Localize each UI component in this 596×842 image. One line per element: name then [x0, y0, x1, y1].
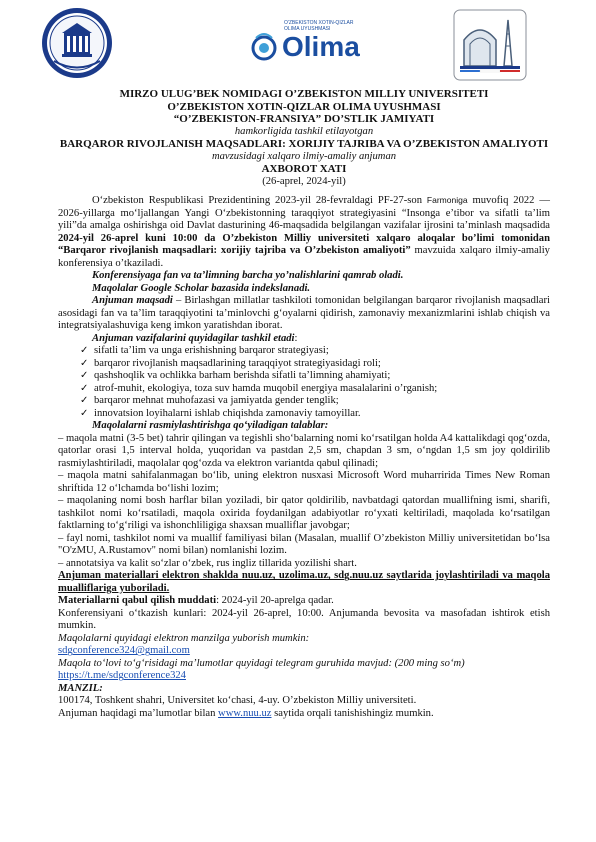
conference-subtitle: mavzusidagi xalqaro ilmiy-amaliy anjuman	[211, 150, 397, 162]
email-line	[58, 645, 550, 658]
header-society: “O’ZBEKISTON-FRANSIYA” DO’STLIK JAMIYATI	[173, 113, 435, 126]
olima-logo	[246, 18, 366, 68]
note-scope: Konferensiyaga fan va ta’limning barcha yo’nalishlarini qamrab oladi.	[92, 270, 404, 282]
list-item: ✓ innovatsion loyihalarni ishlab chiqishda zamonaviy tamoyillar.	[80, 407, 361, 419]
list-item: ✓ atrof-muhit, ekologiya, toza suv hamda muqobil energiya masalalarini o’rganish;	[80, 382, 438, 394]
list-item: ✓ barqaror rivojlanish maqsadlarining taraqqiyot strategiyasidagi roli;	[80, 357, 381, 369]
deadline-line: Materiallarni qabul qilish muddati: 2024-yil 20-aprelga qadar.	[58, 595, 334, 607]
note-indexing: Maqolalar Google Scholar bazasida indekslanadi.	[92, 282, 311, 294]
footer-line: Anjuman haqidagi ma’lumotlar bilan www.nuu.uz saytida orqali tanishishingiz mumkin.	[58, 707, 434, 719]
checkmark-icon: ✓	[80, 357, 89, 369]
requirement-5: – annotatsiya va kalit so‘zlar o‘zbek, rus ingliz tillarida yozilishi shart.	[58, 557, 357, 569]
header-cooperation: hamkorligida tashkil etilayotgan	[234, 125, 374, 137]
requirement-3: – maqolaning nomi bosh harflar bilan yoziladi, bir qator qoldirilib, navbatdagi qatordan muallifning ismi, sharifi, tashkilot nomi ko‘rsatiladi, maqola oxirida foydanilgan adabiyotlar ro‘yxati keltiriladi, maqolada ko‘rsatilgan faktlarning to‘g‘riligi va ishonchliligiga shaxsan mualliflar javobgar;	[58, 495, 550, 532]
list-item: ✓ sifatli ta’lim va unga erishishning barqaror strategiyasi;	[80, 345, 329, 357]
telegram-line	[58, 670, 550, 683]
telegram-link[interactable]: https://t.me/sdgconference324	[58, 670, 186, 682]
information-letter	[58, 88, 550, 720]
list-item: ✓ barqaror mehnat muhofazasi va jamiyatda gender tenglik;	[80, 395, 339, 407]
placement-notice: Anjuman materiallari elektron shaklda nuu.uz, uzolima.uz, sdg.nuu.uz saytlarida joylashtiriladi va maqola mualliflariga yuboriladi.	[58, 570, 550, 594]
checkmark-icon: ✓	[80, 345, 89, 357]
requirement-2: – maqola matni sahifalanmagan bo‘lib, uning elektron nusxasi Microsoft Word muharririda Times New Roman shriftida 12 o‘lchamda bo‘lishi lozim;	[58, 470, 550, 494]
address-text: 100174, Toshkent shahri, Universitet ko‘chasi, 4-uy. O’zbekiston Milliy universiteti.	[58, 695, 417, 707]
olima-small-text: O'ZBEKISTON XOTIN-QIZLAR OLIMA UYUSHMASI	[284, 20, 354, 32]
checkmark-icon: ✓	[80, 382, 89, 394]
email-link[interactable]: sdgconference324@gmail.com	[58, 645, 190, 657]
tasks-list	[58, 345, 550, 420]
checkmark-icon: ✓	[80, 395, 89, 407]
payment-paragraph: Maqola to‘lovi to‘g‘risidagi ma’lumotlar quyidagi telegram guruhida mavjud: (200 ming so‘m)	[58, 657, 465, 669]
tasks-heading: Anjuman vazifalarini quyidagilar tashkil etadi:	[92, 332, 298, 344]
friendship-society-emblem	[450, 6, 530, 84]
university-seal-logo	[40, 6, 114, 80]
logo-bar	[0, 4, 596, 84]
list-item: ✓ qashshoqlik va ochlikka barham berishda sifatli ta’limning ahamiyati;	[80, 370, 391, 382]
requirement-1: – maqola matni (3-5 bet) tahrir qilingan va tegishli sho‘balarning nomi ko‘rsatilgan holda A4 kattalikdagi qog‘ozda, qatorlar orasi 1,5 interval holda, yuqoridan va pastdan 2,5 sm, chapdan 3 sm, o‘ngdan 1,5 sm joy qoldirilib rasmiylashtiriladi, maqolalar qog‘ozda va elektron variantda qabul qilinadi;	[58, 432, 550, 469]
header-university: MIRZO ULUG’BEK NOMIDAGI O’ZBEKISTON MILLIY UNIVERSITETI	[119, 88, 489, 100]
aim-paragraph: Anjuman maqsadi – Birlashgan millatlar tashkiloti tomonidan belgilangan barqaror rivojlanish maqsadlari asosidagi fan va ta’lim taraqqiyotini ta’minlovchi g‘oyalarni qidirish, zamonaviy mexanizmlarini ishlab chiqish va integratsiyalashuviga keng imkon yaratishdan iborat.	[58, 295, 550, 332]
checkmark-icon: ✓	[80, 407, 89, 419]
checkmark-icon: ✓	[80, 370, 89, 382]
intro-paragraph: O‘zbekiston Respublikasi Prezidentining 2023-yil 28-fevraldagi PF-27-son Farmoniga muvofiq 2022 — 2026-yillarga mo‘ljallangan Yangi O‘zbekistonning taraqqiyot strategiyasini “Insonga e’tibor va sifatli ta’lim yili”da amalga oshirishga oid Davlat dasturining 46-maqsadida belgilangan vazifalar ijrosini ta’minlash maqsadida 2024-yil 26-aprel kuni 10:00 da O’zbekiston Milliy universiteti xalqaro aloqalar bo’limi tomonidan “Barqaror rivojlanish maqsadlari: xorijiy tajriba va O’zbekiston amaliyoti” mavzuida xalqaro ilmiy-amaliy konferensiya o’tkaziladi.	[58, 195, 550, 269]
requirements-heading: Maqolalarni rasmiylashtirishga qo‘yiladigan talablar:	[92, 420, 329, 432]
header-association: O’ZBEKISTON XOTIN-QIZLAR OLIMA UYUSHMASI	[167, 100, 441, 113]
requirement-4: – fayl nomi, tashkilot nomi va muallif familiyasi bilan (Masalan, muallif O’zbekiston Milliy universitetidan bo‘lsa "O'zMU, A.Rustamov" nomi bilan) nomlanishi lozim.	[58, 532, 550, 557]
format-paragraph: Konferensiyani o‘tkazish kunlari: 2024-yil 26-aprel, 10:00. Anjumanda bevosita va masofadan ishtirok etish mumkin.	[58, 607, 550, 632]
olima-wordmark: Olima	[282, 31, 360, 62]
website-link[interactable]: www.nuu.uz	[218, 707, 272, 719]
letter-date: (26-aprel, 2024-yil)	[262, 175, 346, 187]
letter-title: AXBOROT XATI	[261, 163, 347, 176]
address-heading: MANZIL:	[58, 682, 103, 694]
email-intro: Maqolalarni quyidagi elektron manzilga yuborish mumkin:	[58, 632, 310, 644]
conference-title: BARQAROR RIVOJLANISH MAQSADLARI: XORIJIY TAJRIBA VA O’ZBEKISTON AMALIYOTI	[59, 138, 549, 151]
